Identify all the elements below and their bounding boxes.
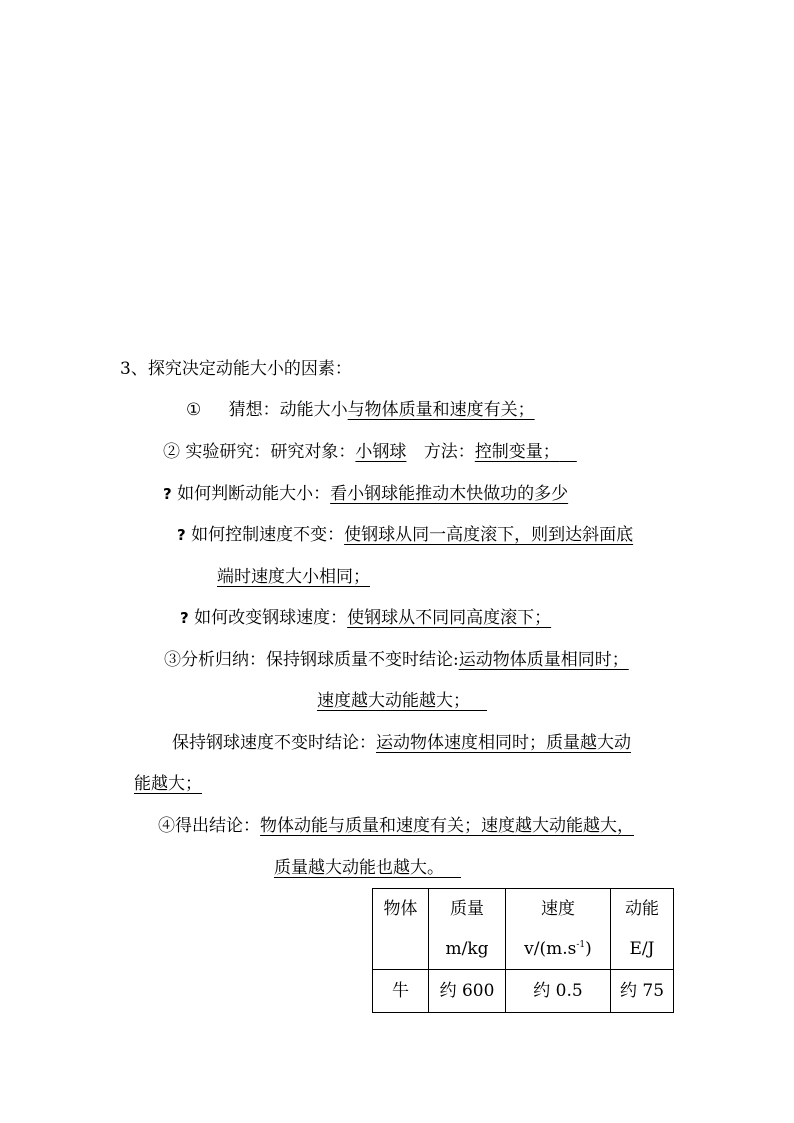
method-answer: 控制变量； [474,442,560,462]
question-3-label: 如何改变钢球速度： [194,608,348,628]
analysis-2-answer-line1: 运动物体速度相同时；质量越大动 [376,733,631,753]
table-cell: 约 0.5 [506,970,611,1013]
question-mark-icon: ? [180,609,189,627]
question-1-label: 如何判断动能大小： [177,484,331,504]
circled-number-2: ② [163,442,180,462]
table-header-cell: 物体 [373,889,429,970]
analysis-2-answer-line2: 能越大； [134,774,202,794]
question-1-line [163,482,568,506]
guess-label: 猜想：动能大小 [228,400,348,420]
analysis-answer-line2: 速度越大动能越大； [317,691,470,711]
conclusion-continuation [274,856,461,880]
question-3-line [180,606,551,630]
data-table [372,888,674,1013]
section-heading: 3、探究决定动能大小的因素： [120,359,352,379]
conclusion-label: ④得出结论： [158,816,260,836]
question-2-answer-line2: 端时速度大小相同； [217,567,370,587]
table-cell: 牛 [373,970,429,1013]
analysis-2-line [172,731,631,755]
circled-number-1: ① [186,400,202,420]
method-label: 方法： [423,442,475,462]
analysis-label: ③分析归纳：保持钢球质量不变时结论: [164,650,459,670]
experiment-line [163,440,577,464]
experiment-label: 实验研究：研究对象： [185,442,356,462]
question-2-line [177,523,633,547]
analysis-2-continuation [134,772,202,796]
analysis-2-label: 保持钢球速度不变时结论： [172,733,376,753]
analysis-continuation [317,689,487,713]
table-row [373,970,674,1013]
question-1-answer: 看小钢球能推动木快做功的多少 [330,484,569,504]
question-2-answer-line1: 使钢球从同一高度滚下，则到达斜面底 [344,525,634,545]
table-header-cell: 动能 E/J [611,889,674,970]
question-2-label: 如何控制速度不变： [191,525,345,545]
conclusion-answer-line2: 质量越大动能也越大。 [274,858,444,878]
table-cell: 约 600 [429,970,506,1013]
analysis-line [164,648,629,672]
table-header-cell: 质量 m/kg [429,889,506,970]
table-header-cell: 速度 $v/(m.s^{-1})$ [506,889,611,970]
conclusion-answer-line1: 物体动能与质量和速度有关；速度越大动能越大， [260,816,634,836]
table-header-row [373,889,674,970]
conclusion-line [158,814,634,838]
analysis-answer-line1: 运动物体质量相同时； [458,650,629,670]
question-2-continuation [217,565,370,589]
experiment-object: 小钢球 [355,442,407,462]
guess-line [186,398,535,422]
question-mark-icon: ? [163,485,172,503]
guess-answer: 与物体质量和速度有关； [347,400,535,420]
question-mark-icon: ? [177,526,186,544]
question-3-answer: 使钢球从不同同高度滚下； [347,608,552,628]
table-cell: 约 75 [611,970,674,1013]
